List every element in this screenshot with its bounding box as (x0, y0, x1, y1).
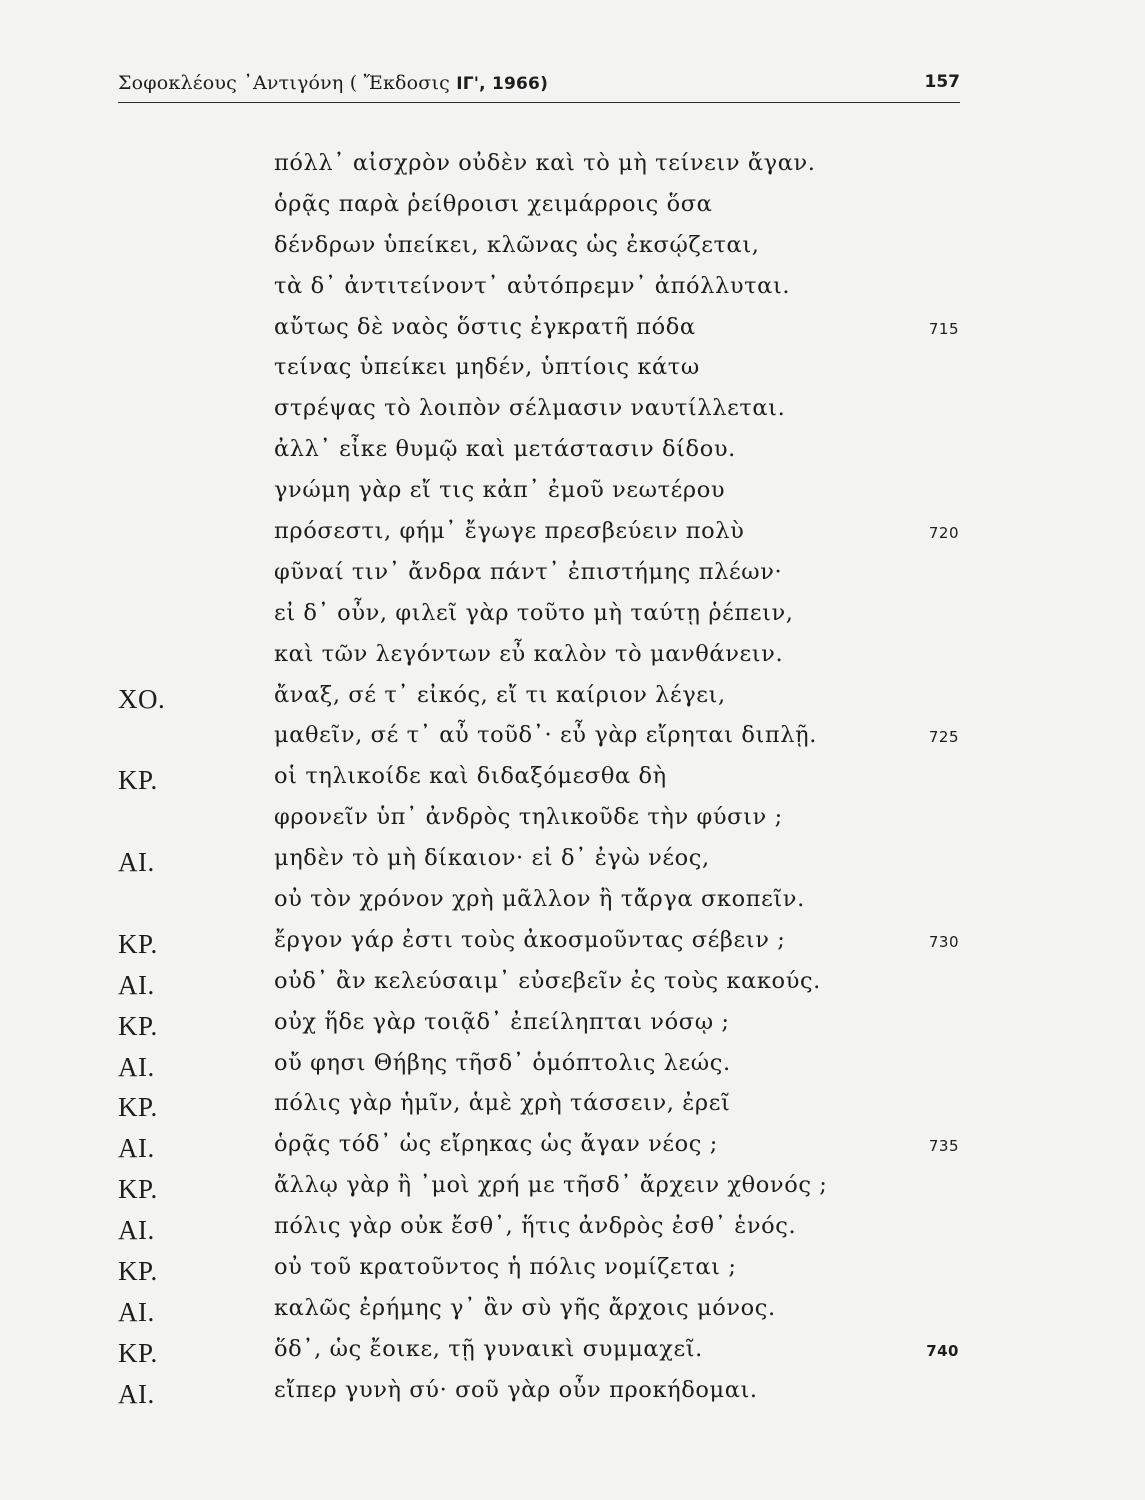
speaker-label: ΚΡ. (118, 1010, 158, 1041)
verse-text: τείνας ὑπείκει μηδέν, ὑπτίοις κάτω (274, 354, 700, 381)
verse-line (0, 269, 1145, 310)
verse-text: πρόσεστι, φήμ᾿ ἔγωγε πρεσβεύειν πολὺ (274, 518, 745, 545)
verse-text: ἀλλ᾿ εἶκε θυμῷ καὶ μετάστασιν δίδου. (274, 436, 736, 463)
verse-text: μαθεῖν, σέ τ᾿ αὖ τοῦδ᾿· εὖ γὰρ εἴρηται διπλῇ. (274, 722, 817, 749)
speaker-label: ΚΡ. (118, 1256, 158, 1287)
verse-text: ἄλλῳ γὰρ ἢ ᾿μοὶ χρή με τῆσδ᾿ ἄρχειν χθονός ; (274, 1172, 828, 1199)
verse-text: στρέψας τὸ λοιπὸν σέλμασιν ναυτίλλεται. (274, 395, 786, 422)
verse-line (0, 1127, 1145, 1168)
speaker-label: ΧΟ. (118, 683, 166, 714)
line-number: 725 (928, 728, 959, 747)
speaker-label: ΑΙ. (118, 1215, 155, 1246)
verse-line (0, 841, 1145, 882)
speaker-label: ΚΡ. (118, 1174, 158, 1205)
speaker-label: ΑΙ. (118, 1296, 155, 1327)
verse-line (0, 759, 1145, 800)
line-number: 715 (928, 319, 959, 338)
verse-text: οὐ τοῦ κρατοῦντος ἡ πόλις νομίζεται ; (274, 1254, 737, 1281)
verse-text: αὔτως δὲ ναὸς ὅστις ἐγκρατῆ πόδα (274, 313, 696, 340)
verse-line (0, 432, 1145, 473)
verse-line (0, 800, 1145, 841)
verse-line (0, 1046, 1145, 1087)
speaker-label: ΑΙ. (118, 969, 155, 1000)
verse-line (0, 146, 1145, 187)
verse-text: γνώμη γὰρ εἴ τις κἀπ᾿ ἐμοῦ νεωτέρου (274, 477, 726, 504)
verse-text: δένδρων ὑπείκει, κλῶνας ὡς ἐκσῴζεται, (274, 231, 760, 258)
speaker-label: ΑΙ. (118, 1051, 155, 1082)
verse-line (0, 1332, 1145, 1373)
verse-text: εἰ δ᾿ οὖν, φιλεῖ γὰρ τοῦτο μὴ ταύτῃ ῥέπειν, (274, 599, 794, 626)
verse-text: εἴπερ γυνὴ σύ· σοῦ γὰρ οὖν προκήδομαι. (274, 1376, 758, 1403)
verse-line (0, 678, 1145, 719)
verse-line (0, 718, 1145, 759)
verse-text: καλῶς ἐρήμης γ᾿ ἂν σὺ γῆς ἄρχοις μόνος. (274, 1294, 776, 1321)
verse-text: μηδὲν τὸ μὴ δίκαιον· εἰ δ᾿ ἐγὼ νέος, (274, 845, 710, 872)
verse-line (0, 882, 1145, 923)
verse-line (0, 596, 1145, 637)
verse-text: ἔργον γάρ ἐστι τοὺς ἀκοσμοῦντας σέβειν ; (274, 926, 786, 953)
verse-text: ἄναξ, σέ τ᾿ εἰκός, εἴ τι καίριον λέγει, (274, 681, 726, 708)
verse-line (0, 350, 1145, 391)
page-number: 157 (924, 72, 960, 92)
verse-text: ὅδ᾿, ὡς ἔοικε, τῇ γυναικὶ συμμαχεῖ. (274, 1335, 703, 1362)
verse-line (0, 1250, 1145, 1291)
speaker-label: ΑΙ. (118, 847, 155, 878)
verse-text: οἱ τηλικοίδε καὶ διδαξόμεσθα δὴ (274, 763, 667, 790)
verse-line (0, 391, 1145, 432)
verse-text: τὰ δ᾿ ἀντιτείνοντ᾿ αὐτόπρεμν᾿ ἀπόλλυται. (274, 272, 791, 299)
line-number: 735 (928, 1137, 959, 1156)
verse-line (0, 1373, 1145, 1414)
verse-text: ὁρᾷς τόδ᾿ ὡς εἴρηκας ὡς ἄγαν νέος ; (274, 1131, 718, 1158)
verse-text: ὁρᾷς παρὰ ῥείθροισι χειμάρροις ὅσα (274, 190, 713, 217)
verse-line (0, 473, 1145, 514)
verse-text: πόλις γὰρ ἡμῖν, ἁμὲ χρὴ τάσσειν, ἐρεῖ (274, 1090, 731, 1117)
speaker-label: ΑΙ. (118, 1133, 155, 1164)
verse-block (0, 146, 1145, 1414)
verse-text: πόλις γὰρ οὐκ ἔσθ᾿, ἥτις ἀνδρὸς ἐσθ᾿ ἑνός. (274, 1213, 797, 1240)
verse-line (0, 637, 1145, 678)
verse-line (0, 514, 1145, 555)
running-header (118, 72, 960, 103)
running-title-plain: Σοφοκλέους ᾿Αντιγόνη ( Ἔκδοσις (118, 72, 457, 94)
verse-text: οὔ φησι Θήβης τῆσδ᾿ ὁμόπτολις λεώς. (274, 1049, 731, 1076)
verse-line (0, 310, 1145, 351)
verse-line (0, 187, 1145, 228)
verse-line (0, 1291, 1145, 1332)
verse-line (0, 1086, 1145, 1127)
verse-line (0, 228, 1145, 269)
verse-text: φρονεῖν ὑπ᾿ ἀνδρὸς τηλικοῦδε τὴν φύσιν ; (274, 804, 783, 831)
verse-line (0, 555, 1145, 596)
verse-text: οὐ τὸν χρόνον χρὴ μᾶλλον ἢ τἄργα σκοπεῖν. (274, 886, 805, 913)
verse-line (0, 923, 1145, 964)
verse-line (0, 1005, 1145, 1046)
verse-line (0, 964, 1145, 1005)
speaker-label: ΚΡ. (118, 765, 158, 796)
verse-text: καὶ τῶν λεγόντων εὖ καλὸν τὸ μανθάνειν. (274, 640, 784, 667)
verse-text: φῦναί τιν᾿ ἄνδρα πάντ᾿ ἐπιστήμης πλέων· (274, 558, 783, 585)
verse-line (0, 1168, 1145, 1209)
line-number: 740 (926, 1341, 959, 1360)
speaker-label: ΚΡ. (118, 1092, 158, 1123)
speaker-label: ΚΡ. (118, 1337, 158, 1368)
speaker-label: ΑΙ. (118, 1378, 155, 1409)
verse-text: πόλλ᾿ αἰσχρὸν οὐδὲν καὶ τὸ μὴ τείνειν ἄγαν. (274, 150, 816, 176)
running-title (118, 72, 548, 94)
line-number: 730 (928, 932, 959, 951)
verse-text: οὐδ᾿ ἂν κελεύσαιμ᾿ εὐσεβεῖν ἐς τοὺς κακούς. (274, 967, 821, 994)
verse-line (0, 1209, 1145, 1250)
speaker-label: ΚΡ. (118, 928, 158, 959)
line-number: 720 (928, 524, 959, 543)
running-title-edition: ΙΓ', 1966) (456, 74, 549, 94)
verse-text: οὐχ ἥδε γὰρ τοιᾷδ᾿ ἐπείληπται νόσῳ ; (274, 1008, 730, 1035)
